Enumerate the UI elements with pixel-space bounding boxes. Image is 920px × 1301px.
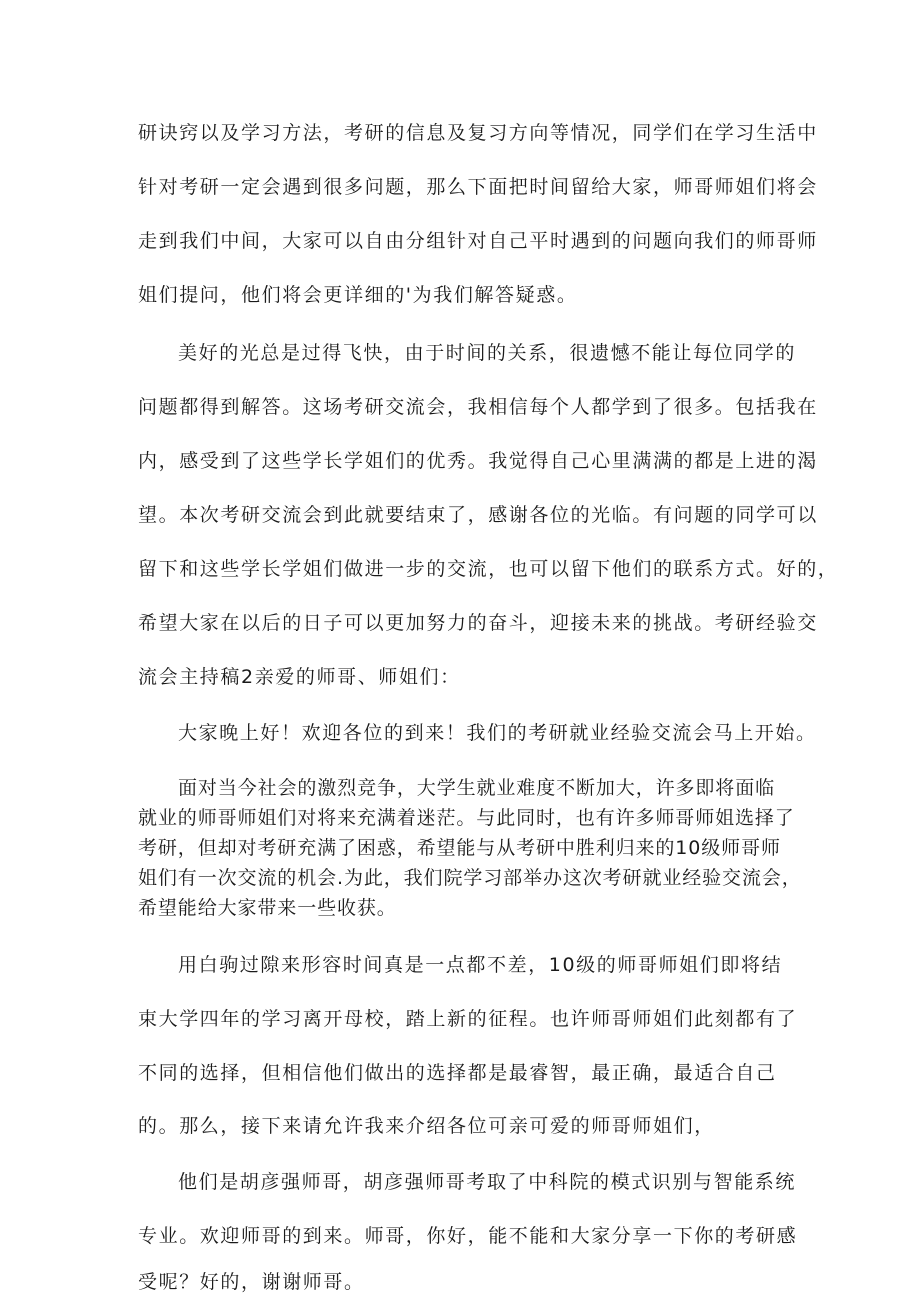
text-line: 大家晚上好！欢迎各位的到来！我们的考研就业经验交流会马上开始。 [178,722,817,744]
text-line: 内，感受到了这些学长学姐们的优秀。我觉得自己心里满满的都是上进的渴 [138,450,818,472]
text-line: 流会主持稿2亲爱的师哥、师姐们： [138,666,461,688]
text-line: 受呢？好的，谢谢师哥。 [138,1271,365,1293]
text-line: 希望大家在以后的日子可以更加努力的奋斗，迎接未来的挑战。考研经验交 [138,612,818,634]
text-line: 专业。欢迎师哥的到来。师哥，你好，能不能和大家分享一下你的考研感 [138,1225,798,1247]
text-line: 留下和这些学长学姐们做进一步的交流，也可以留下他们的联系方式。好的， [138,558,839,580]
text-line: 他们是胡彦强师哥，胡彦强师哥考取了中科院的模式识别与智能系统 [178,1171,797,1193]
text-line: 不同的选择，但相信他们做出的选择都是最睿智，最正确，最适合自己 [138,1062,777,1084]
text-line: 希望能给大家带来一些收获。 [138,897,397,919]
text-line: 望。本次考研交流会到此就要结束了，感谢各位的光临。有问题的同学可以 [138,504,818,526]
text-line: 研诀窍以及学习方法，考研的信息及复习方向等情况，同学们在学习生活中 [138,122,818,144]
text-line: 就业的师哥师姐们对将来充满着迷茫。与此同时，也有许多师哥师姐选择了 [138,807,795,829]
text-line: 问题都得到解答。这场考研交流会，我相信每个人都学到了很多。包括我在 [138,396,818,418]
text-line: 用白驹过隙来形容时间真是一点都不差，10级的师哥师姐们即将结 [178,954,783,976]
text-line: 姐们提问，他们将会更详细的'为我们解答疑惑。 [138,284,578,306]
text-line: 姐们有一次交流的机会.为此，我们院学习部举办这次考研就业经验交流会， [138,867,802,889]
text-line: 走到我们中间，大家可以自由分组针对自己平时遇到的问题向我们的师哥师 [138,230,818,252]
text-line: 面对当今社会的激烈竞争，大学生就业难度不断加大，许多即将面临 [178,777,776,799]
text-line: 针对考研一定会遇到很多问题，那么下面把时间留给大家，师哥师姐们将会 [138,176,818,198]
text-line: 的。那么，接下来请允许我来介绍各位可亲可爱的师哥师姐们， [138,1115,715,1137]
text-line: 美好的光总是过得飞快，由于时间的关系，很遗憾不能让每位同学的 [178,342,797,364]
text-line: 束大学四年的学习离开母校，踏上新的征程。也许师哥师姐们此刻都有了 [138,1008,798,1030]
text-line: 考研，但却对考研充满了困惑，希望能与从考研中胜利归来的10级师哥师 [138,837,781,859]
